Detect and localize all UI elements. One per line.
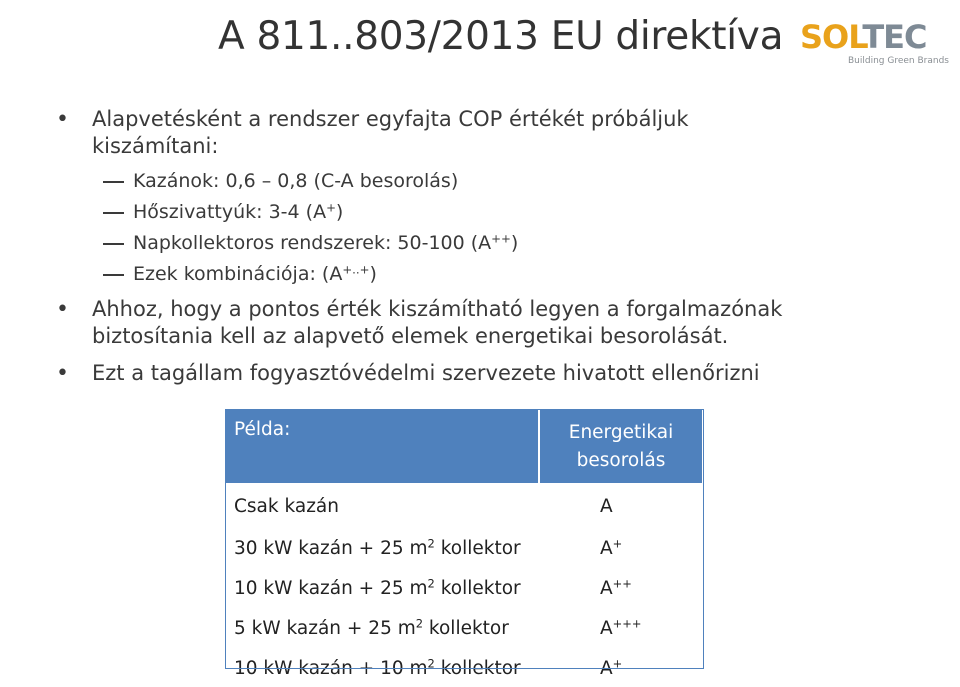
row-rating: A++ bbox=[539, 568, 702, 608]
row-example: Csak kazán bbox=[226, 484, 539, 528]
energy-rating-table bbox=[226, 410, 702, 687]
bullet-dot: • bbox=[56, 297, 69, 322]
row-rating: A+ bbox=[539, 528, 702, 568]
bullet-1-line1: Alapvetésként a rendszer egyfajta COP értékét próbáljuk bbox=[92, 107, 689, 131]
header-example: Példa: bbox=[226, 410, 539, 484]
sub-item-3: Napkollektoros rendszerek: 50-100 (A++) bbox=[133, 231, 518, 255]
logo-wordmark: SOLTEC bbox=[800, 18, 927, 56]
table-row bbox=[226, 568, 702, 608]
row-rating: A bbox=[539, 484, 702, 528]
bullet-3-line1: Ezt a tagállam fogyasztóvédelmi szervezete hivatott ellenőrizni bbox=[92, 361, 760, 385]
table-header-row bbox=[226, 410, 702, 484]
table-row bbox=[226, 648, 702, 687]
table-row bbox=[226, 528, 702, 568]
bullet-2 bbox=[56, 296, 783, 350]
soltec-logo bbox=[800, 18, 949, 68]
bullet-dot: • bbox=[56, 361, 69, 386]
slide-title: A 811..803/2013 EU direktíva bbox=[218, 14, 784, 59]
dash-marker bbox=[103, 274, 124, 276]
sub-item-2: Hőszivattyúk: 3-4 (A+) bbox=[133, 200, 343, 224]
sub-item-4: Ezek kombinációja: (A+..+) bbox=[133, 262, 377, 286]
dash-marker bbox=[103, 212, 124, 214]
row-example: 10 kW kazán + 25 $m^2$ kollektor bbox=[226, 568, 539, 608]
row-rating: A+ bbox=[539, 648, 702, 687]
logo-tagline: Building Green Brands bbox=[848, 56, 949, 66]
bullet-2-line1: Ahhoz, hogy a pontos érték kiszámítható legyen a forgalmazónak bbox=[92, 297, 783, 321]
header-rating: Energetikai besorolás bbox=[539, 410, 702, 484]
row-rating: A+++ bbox=[539, 608, 702, 648]
row-example: 30 kW kazán + 25 $m^2$ kollektor bbox=[226, 528, 539, 568]
bullet-1 bbox=[56, 106, 689, 160]
bullet-dot: • bbox=[56, 107, 69, 132]
bullet-2-line2: biztosítania kell az alapvető elemek energetikai besorolását. bbox=[92, 324, 729, 348]
table-row bbox=[226, 484, 702, 528]
row-example: 5 kW kazán + 25 $m^2$ kollektor bbox=[226, 608, 539, 648]
sub-item-1: Kazánok: 0,6 – 0,8 (C-A besorolás) bbox=[133, 169, 458, 193]
row-example: 10 kW kazán + 10 $m^2$ kollektor bbox=[226, 648, 539, 687]
dash-marker bbox=[103, 243, 124, 245]
bullet-3 bbox=[56, 360, 760, 387]
bullet-1-line2: kiszámítani: bbox=[92, 134, 219, 158]
dash-marker bbox=[103, 181, 124, 183]
table-row bbox=[226, 608, 702, 648]
